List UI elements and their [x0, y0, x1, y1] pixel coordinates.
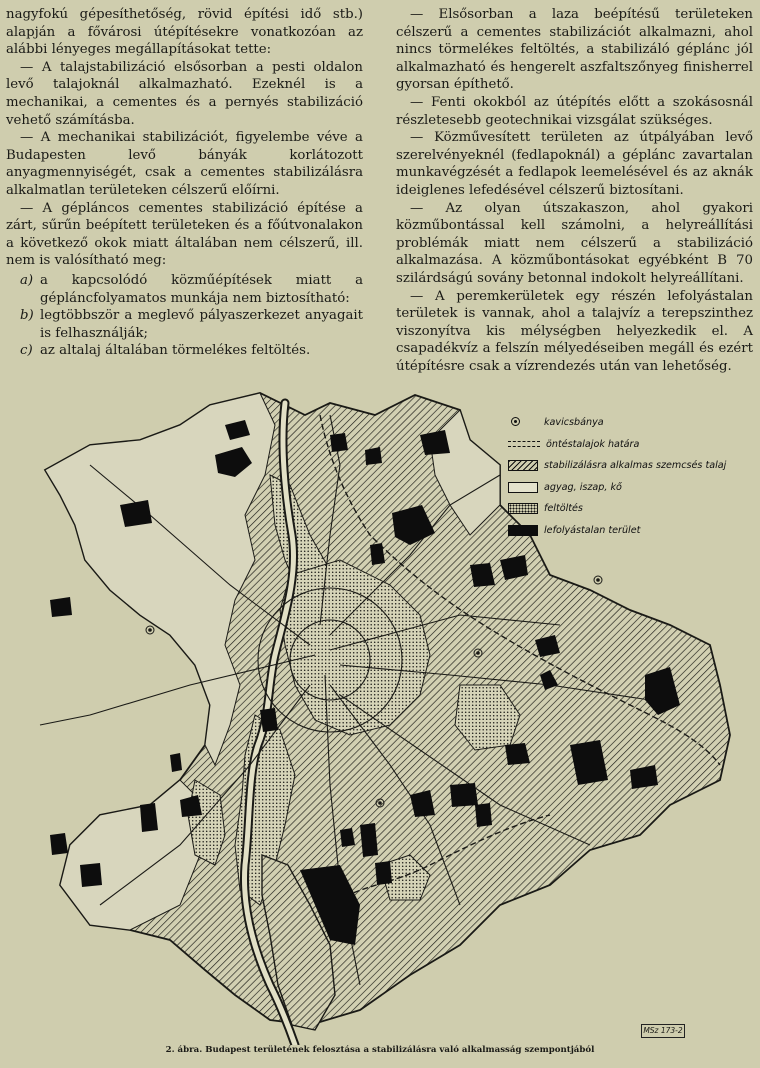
- left-text-column: [6, 6, 363, 360]
- list-item: [6, 342, 363, 360]
- legend-label: kavicsbánya: [544, 417, 604, 429]
- list-text: legtöbbször a meglevő pályaszerkezet anyagait is felhasználják;: [40, 308, 363, 341]
- list-text: a kapcsolódó közműépítések miatt a gépláncfolyamatos munkája nem biztosítható:: [40, 272, 363, 306]
- legend-item: [508, 455, 726, 477]
- conditions-list: [6, 272, 363, 360]
- legend-label: stabilizálásra alkalmas szemcsés talaj: [544, 460, 727, 472]
- legend-item: [508, 434, 726, 456]
- right-paragraph-5: — A peremkerületek egy részén lefolyástalan területek is vannak, ahol a talajvíz a terepszinthez viszonyítva kis mélységben helyezkedik el. A csapadékvíz a felszín mélyedéseiben megáll és ezért útépítésre csak a vízrendezés után van lehetőség.: [396, 288, 753, 374]
- right-paragraph-2: — Fenti okokból az útépítés előtt a szokásosnál részletesebb geotechnikai vizsgálat szükséges.: [396, 94, 753, 128]
- right-paragraph-3: — Közművesített területen az útpályában levő szerelvényeknél (fedlapoknál) a géplánc zavartalan munkavégzését a fedlapok leemelésével és az aknák ideiglenes lefedésével célszerű biztosítani.: [396, 130, 753, 198]
- list-marker: c): [20, 343, 33, 359]
- hatched-swatch-icon: [508, 460, 538, 471]
- list-marker: b): [20, 308, 34, 324]
- right-paragraph-4: — Az olyan útszakaszon, ahol gyakori közműbontással kell számolni, a helyreállítási problémák miatt nem célszerű a stabilizáció alkalmazása. A közműbontásokat egyébként B 70 szilárdságú sovány betonnal indokolt helyreállítani.: [396, 200, 753, 286]
- legend-item: [508, 498, 726, 520]
- left-paragraph-4: — A gépláncos cementes stabilizáció építése a zárt, sűrűn beépített területeken és a főútvonalakon a következő okok miatt általában nem célszerű, ill. nem is valósítható meg:: [6, 200, 363, 269]
- legend-item: [508, 520, 726, 542]
- list-text: az altalaj általában törmelékes feltöltés.: [40, 343, 311, 359]
- figure-stamp: MSz 173-2: [641, 1024, 685, 1038]
- right-paragraph-1: — Elsősorban a laza beépítésű területeken célszerű a cementes stabilizációt alkalmazni, ahol nincs törmelékes feltöltés, a stabilizáló géplánc jól alkalmazható és hengerelt aszfaltszőnyeg finisherrel gyorsan építhető.: [396, 7, 753, 93]
- list-marker: a): [20, 272, 34, 288]
- right-text-column: [396, 6, 753, 375]
- legend-item: [508, 412, 726, 434]
- legend-label: öntéstalajok határa: [546, 438, 640, 450]
- boundary-line-icon: [508, 441, 540, 447]
- map-legend: [508, 412, 726, 541]
- left-paragraph-2: — A talajstabilizáció elsősorban a pesti oldalon levő talajoknál alkalmazható. Ezeknél is a mechanikai, a cementes és a pernyés stabilizáció vehető számításba.: [6, 59, 363, 128]
- dotted-swatch-icon: [508, 503, 538, 514]
- figure-caption: 2. ábra. Budapest területének felosztása a stabilizálásra való alkalmasság szempontjából: [165, 1045, 595, 1055]
- legend-label: lefolyástalan terület: [544, 524, 641, 536]
- legend-label: feltöltés: [544, 503, 583, 515]
- legend-item: [508, 477, 726, 499]
- legend-label: agyag, iszap, kő: [544, 481, 622, 493]
- blank-swatch-icon: [508, 482, 538, 493]
- gravel-pit-icon: [508, 417, 538, 428]
- list-item: [6, 272, 363, 307]
- solid-black-swatch-icon: [508, 525, 538, 536]
- list-item: [6, 307, 363, 342]
- left-paragraph-1: nagyfokú gépesíthetőség, rövid építési idő stb.) alapján a fővárosi útépítésekre vonatkozóan az alábbi lényeges megállapításokat tette:: [6, 7, 363, 58]
- left-paragraph-3: — A mechanikai stabilizációt, figyelembe véve a Budapesten levő bányák korlátozott anyagmennyiségét, csak a cementes stabilizálásra alkalmatlan területeken célszerű előírni.: [6, 130, 363, 198]
